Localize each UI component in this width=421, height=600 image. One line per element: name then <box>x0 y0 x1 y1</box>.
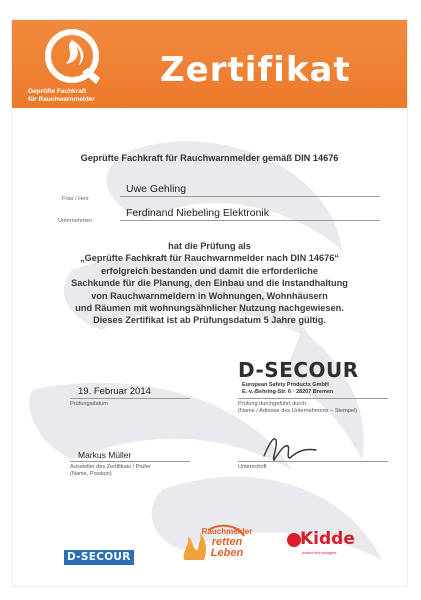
stamp-line-1: European Safety Products GmbH <box>242 382 329 388</box>
body-line: und Räumen mit wohnungsähnlicher Nutzung nachgewiesen. <box>75 303 344 314</box>
handwritten-signature <box>260 434 320 464</box>
exam-date-label: Prüfungsdatum <box>70 401 108 407</box>
body-line: hat die Prüfung als <box>168 241 251 251</box>
name-field-value: Uwe Gehling <box>126 183 187 195</box>
rettung-line-3: Leben <box>210 547 244 559</box>
stamp-line-2: E.-v.-Behring-Str. 6 · 28207 Bremen <box>242 388 334 395</box>
rauchmelder-retten-leben-text <box>192 527 262 559</box>
q-flame-logo-icon <box>42 26 102 86</box>
logo-caption-line-1: Geprüfte Fachkraft <box>28 88 87 95</box>
company-field-label: Unternehmen <box>58 218 92 224</box>
issuer-label-line-1: Aussteller des Zertifikats / Prüfer <box>70 464 151 470</box>
company-stamp-address <box>242 382 392 395</box>
certificate-title: Zertifikat <box>160 50 351 90</box>
body-line: „Geprüfte Fachkraft für Rauchwarnmelder nach DIN 14676“ <box>80 253 339 264</box>
header-banner <box>12 20 407 108</box>
certificate-heading: Geprüfte Fachkraft für Rauchwarnmelder gemäß DIN 14676 <box>80 153 339 163</box>
exam-date-value: 19. Februar 2014 <box>78 386 151 397</box>
body-line: erfolgreich bestanden und damit die erforderliche <box>101 265 318 276</box>
body-line: Dieses Zertifikat ist ab Prüfungsdatum 5 Jahre gültig. <box>93 315 326 326</box>
issuer-label <box>70 464 151 478</box>
body-line: von Rauchwarnmeldern in Wohnungen, Wohnhäusern <box>91 290 328 301</box>
signature-line <box>238 461 388 462</box>
issuer-line <box>70 461 190 462</box>
company-stamp-name: D-SECOUR <box>238 358 359 382</box>
dsecour-footer-logo: D-SECOUR <box>64 550 134 565</box>
certificate-body <box>32 240 387 327</box>
performed-by-line-2: (Name / Adresse des Unternehmens – Stempel) <box>238 408 358 415</box>
certificate-page <box>12 20 407 586</box>
stamp-line <box>238 398 388 399</box>
signature-label: Unterschrift <box>238 464 267 470</box>
kidde-logo: Kidde <box>300 529 355 549</box>
name-field-label: Frau / Herr <box>62 196 90 202</box>
company-field-value: Ferdinand Niebeling Elektronik <box>126 207 269 219</box>
kidde-subtitle: united technologies <box>302 550 337 555</box>
logo-caption <box>28 88 148 103</box>
rettung-line-1: Rauchmelder <box>201 527 253 536</box>
issuer-label-line-2: (Name, Position) <box>70 471 112 478</box>
issuer-name-value: Markus Müller <box>78 450 132 460</box>
rettung-line-2: retten <box>211 536 243 548</box>
company-field-line <box>120 220 380 221</box>
performed-by-label <box>238 401 357 415</box>
body-line: Sachkunde für die Planung, den Einbau und die Instandhaltung <box>71 278 348 289</box>
kidde-logo-icon <box>287 533 301 547</box>
performed-by-line-1: Prüfung durchgeführt durch <box>238 401 307 407</box>
logo-caption-line-2: für Rauchwarnmelder <box>28 95 95 103</box>
name-field-line <box>120 196 380 197</box>
exam-date-line <box>70 398 190 399</box>
